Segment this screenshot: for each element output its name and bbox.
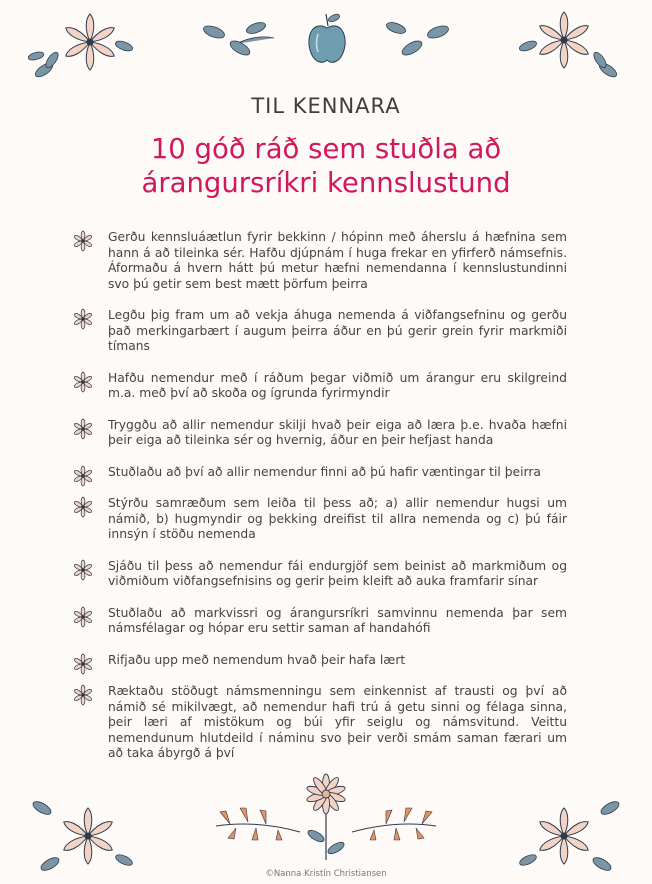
tip-item xyxy=(72,371,567,402)
tip-text: Legðu þig fram um að vekja áhuga nemenda á viðfangsefninu og gerðu það merkingarbært í augum þeirra áður en þú gerir grein fyrir markmiði tímans xyxy=(108,308,567,353)
tip-item xyxy=(72,653,567,669)
flower-bullet-icon xyxy=(72,496,94,518)
flower-decoration-bottom-left xyxy=(28,792,138,876)
apple-decoration xyxy=(196,4,456,68)
page-title xyxy=(40,132,612,200)
tip-item xyxy=(72,496,567,543)
tip-item xyxy=(72,684,567,762)
flower-bullet-icon xyxy=(72,418,94,440)
flower-decoration-top-left xyxy=(28,6,138,86)
tips-list xyxy=(72,230,567,778)
tip-text: Hafðu nemendur með í ráðum þegar viðmið um árangur eru skilgreind m.a. með því að skoða og ígrunda fyrirmyndir xyxy=(108,370,567,400)
flower-bullet-icon xyxy=(72,465,94,487)
flower-bullet-icon xyxy=(72,684,94,706)
tip-text: Stýrðu samræðum sem leiða til þess að; a) allir nemendur hugsi um námið, b) hugmyndir og þekking dreifist til allra nemenda og c) þú fáir innsýn í stöðu nemenda xyxy=(108,496,567,541)
tip-text: Stuðlaðu að því að allir nemendur finni að þú hafir væntingar til þeirra xyxy=(108,464,541,479)
tip-text: Gerðu kennsluáætlun fyrir bekkinn / hópinn með áherslu á hæfnina sem hann á að tileinka sér. Hafðu djúpnám í huga frekar en yfirferð námsefnis. Áformaðu á hvern hátt þú metur hæfni nemendanna í kennslustundinni svo þú getir sem best mætt þörfum þeirra xyxy=(108,230,567,291)
tip-text: Stuðlaðu að markvissri og árangursríkri samvinnu nemenda þar sem námsfélagar og hópar eru settir saman af handahófi xyxy=(108,605,567,635)
flower-bullet-icon xyxy=(72,371,94,393)
flower-bullet-icon xyxy=(72,559,94,581)
copyright-credit: ©Nanna Kristín Christiansen xyxy=(265,869,387,879)
bouquet-decoration xyxy=(196,770,456,868)
flower-bullet-icon xyxy=(72,308,94,330)
flower-decoration-bottom-right xyxy=(514,792,624,876)
tip-text: Rifjaðu upp með nemendum hvað þeir hafa lært xyxy=(108,652,406,667)
title-line-2: árangursríkri kennslustund xyxy=(141,167,511,199)
tip-item xyxy=(72,559,567,590)
subtitle: TIL KENNARA xyxy=(251,94,401,118)
tip-item xyxy=(72,230,567,292)
flower-bullet-icon xyxy=(72,230,94,252)
tip-item xyxy=(72,418,567,449)
tip-item xyxy=(72,465,567,481)
flower-decoration-top-right xyxy=(514,6,624,86)
tip-item xyxy=(72,606,567,637)
tip-text: Sjáðu til þess að nemendur fái endurgjöf sem beinist að markmiðum og viðmiðum viðfangsefnisins og gerir þeim kleift að auka framfarir sínar xyxy=(108,558,567,588)
title-line-1: 10 góð ráð sem stuðla að xyxy=(150,133,502,165)
flower-bullet-icon xyxy=(72,653,94,675)
tip-text: Ræktaðu stöðugt námsmenningu sem einkennist af trausti og því að námið sé mikilvægt, að nemendur hafi trú á getu sinni og félaga sinna, þeir læri af mistökum og búi yfir seiglu og námsvitund. Veittu nemendunum hlutdeild í náminu svo þeir verði smám saman færari um að taka ábyrgð á því xyxy=(108,684,567,760)
tip-text: Tryggðu að allir nemendur skilji hvað þeir eiga að læra þ.e. hvaða hæfni þeir eiga að tileinka sér og hvernig, áður en þeir hefjast handa xyxy=(108,417,567,447)
tip-item xyxy=(72,308,567,355)
flower-bullet-icon xyxy=(72,606,94,628)
